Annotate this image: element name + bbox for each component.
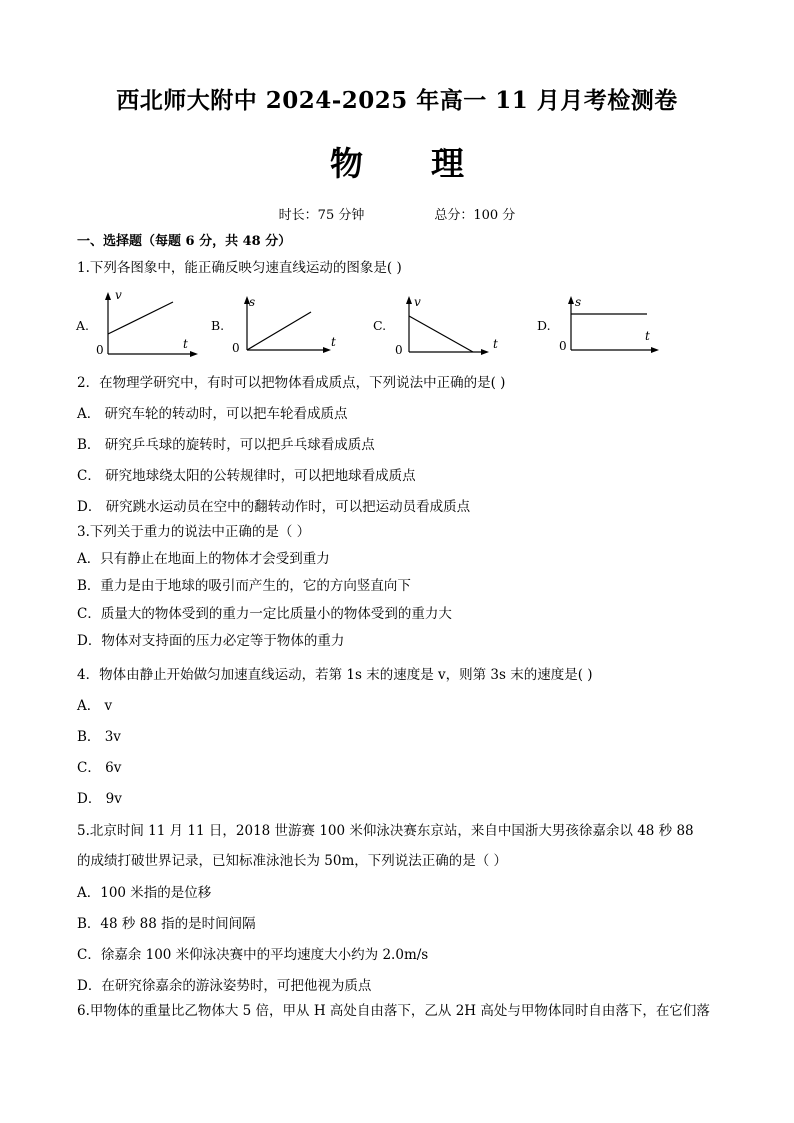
graph-d-plot	[537, 290, 667, 360]
graph-c-plot	[373, 290, 503, 360]
question-4-option-a: A． v	[77, 698, 113, 714]
subject-char-2: 理	[431, 144, 464, 183]
graph-a-plot	[76, 290, 206, 360]
subject-char-1: 物	[330, 144, 363, 183]
graph-option-d	[537, 290, 697, 360]
question-5-option-a: A．100 米指的是位移	[77, 885, 212, 901]
question-3-option-b: B．重力是由于地球的吸引而产生的，它的方向竖直向下	[77, 578, 411, 594]
graph-a-xaxis: t	[183, 337, 188, 351]
question-5-stem-line-1: 5.北京时间 11 月 11 日，2018 世游赛 100 米仰泳决赛东京站，来自中国浙大男孩徐嘉余以 48 秒 88	[77, 823, 694, 839]
duration-label: 时长：75 分钟	[278, 208, 365, 223]
graph-b-yaxis: s	[249, 295, 256, 309]
question-2-stem: 2．在物理学研究中，有时可以把物体看成质点，下列说法中正确的是( )	[77, 375, 506, 391]
question-4-option-d: D． 9v	[77, 791, 122, 807]
exam-meta	[0, 204, 794, 223]
question-3-option-c: C．质量大的物体受到的重力一定比质量小的物体受到的重力大	[77, 606, 452, 622]
subject-heading	[0, 138, 794, 185]
graph-c-xaxis: t	[493, 337, 498, 351]
question-4-option-b: B． 3v	[77, 729, 121, 745]
graph-d-xaxis: t	[645, 329, 650, 343]
graph-b-letter: B.	[211, 318, 225, 333]
question-4-option-c: C． 6v	[77, 760, 122, 776]
graph-a-origin: 0	[96, 343, 104, 357]
graph-b-line	[247, 312, 311, 350]
total-score-label: 总分：100 分	[434, 208, 516, 223]
graph-a-yaxis: v	[115, 288, 122, 302]
question-2-option-c: C． 研究地球绕太阳的公转规律时，可以把地球看成质点	[77, 468, 416, 484]
graph-a-line	[108, 302, 173, 334]
graph-d-origin: 0	[559, 339, 567, 353]
graph-c-yaxis: v	[414, 295, 421, 309]
question-5-option-c: C．徐嘉余 100 米仰泳决赛中的平均速度大小约为 2.0m/s	[77, 947, 429, 963]
graph-d-yaxis: s	[575, 295, 582, 309]
question-5-option-d: D．在研究徐嘉余的游泳姿势时，可把他视为质点	[77, 978, 372, 994]
exam-title: 西北师大附中 2024-2025 年高一 11 月月考检测卷	[116, 87, 678, 114]
question-3-option-d: D．物体对支持面的压力必定等于物体的重力	[77, 633, 345, 649]
question-5-stem-line-2: 的成绩打破世界记录，已知标准泳池长为 50m，下列说法正确的是（ ）	[77, 853, 508, 869]
question-2-option-d: D． 研究跳水运动员在空中的翻转动作时，可以把运动员看成质点	[77, 499, 471, 515]
graph-option-c	[373, 290, 533, 360]
question-4-stem: 4．物体由静止开始做匀加速直线运动，若第 1s 末的速度是 v，则第 3s 末的速度是( )	[77, 667, 593, 683]
graph-d-letter: D.	[537, 318, 551, 333]
question-1-stem: 1.下列各图象中，能正确反映匀速直线运动的图象是( )	[77, 260, 402, 276]
question-6-stem-line-1: 6.甲物体的重量比乙物体大 5 倍，甲从 H 高处自由落下，乙从 2H 高处与甲物体同时自由落下，在它们落	[77, 1003, 710, 1019]
graph-option-b	[211, 290, 371, 360]
question-3-stem: 3.下列关于重力的说法中正确的是（ ）	[77, 524, 311, 540]
section-heading: 一、选择题（每题 6 分，共 48 分）	[77, 234, 292, 249]
question-1-graphs	[0, 290, 794, 360]
graph-b-origin: 0	[232, 341, 240, 355]
graph-c-line	[409, 316, 473, 352]
graph-b-plot	[211, 290, 341, 360]
question-5-option-b: B．48 秒 88 指的是时间间隔	[77, 916, 256, 932]
question-2-option-b: B． 研究乒乓球的旋转时，可以把乒乓球看成质点	[77, 437, 375, 453]
graph-b-xaxis: t	[331, 335, 336, 349]
graph-a-letter: A.	[76, 318, 90, 333]
question-3-option-a: A．只有静止在地面上的物体才会受到重力	[77, 551, 330, 567]
graph-c-origin: 0	[395, 343, 403, 357]
graph-c-letter: C.	[373, 318, 387, 333]
question-2-option-a: A． 研究车轮的转动时，可以把车轮看成质点	[77, 406, 348, 422]
